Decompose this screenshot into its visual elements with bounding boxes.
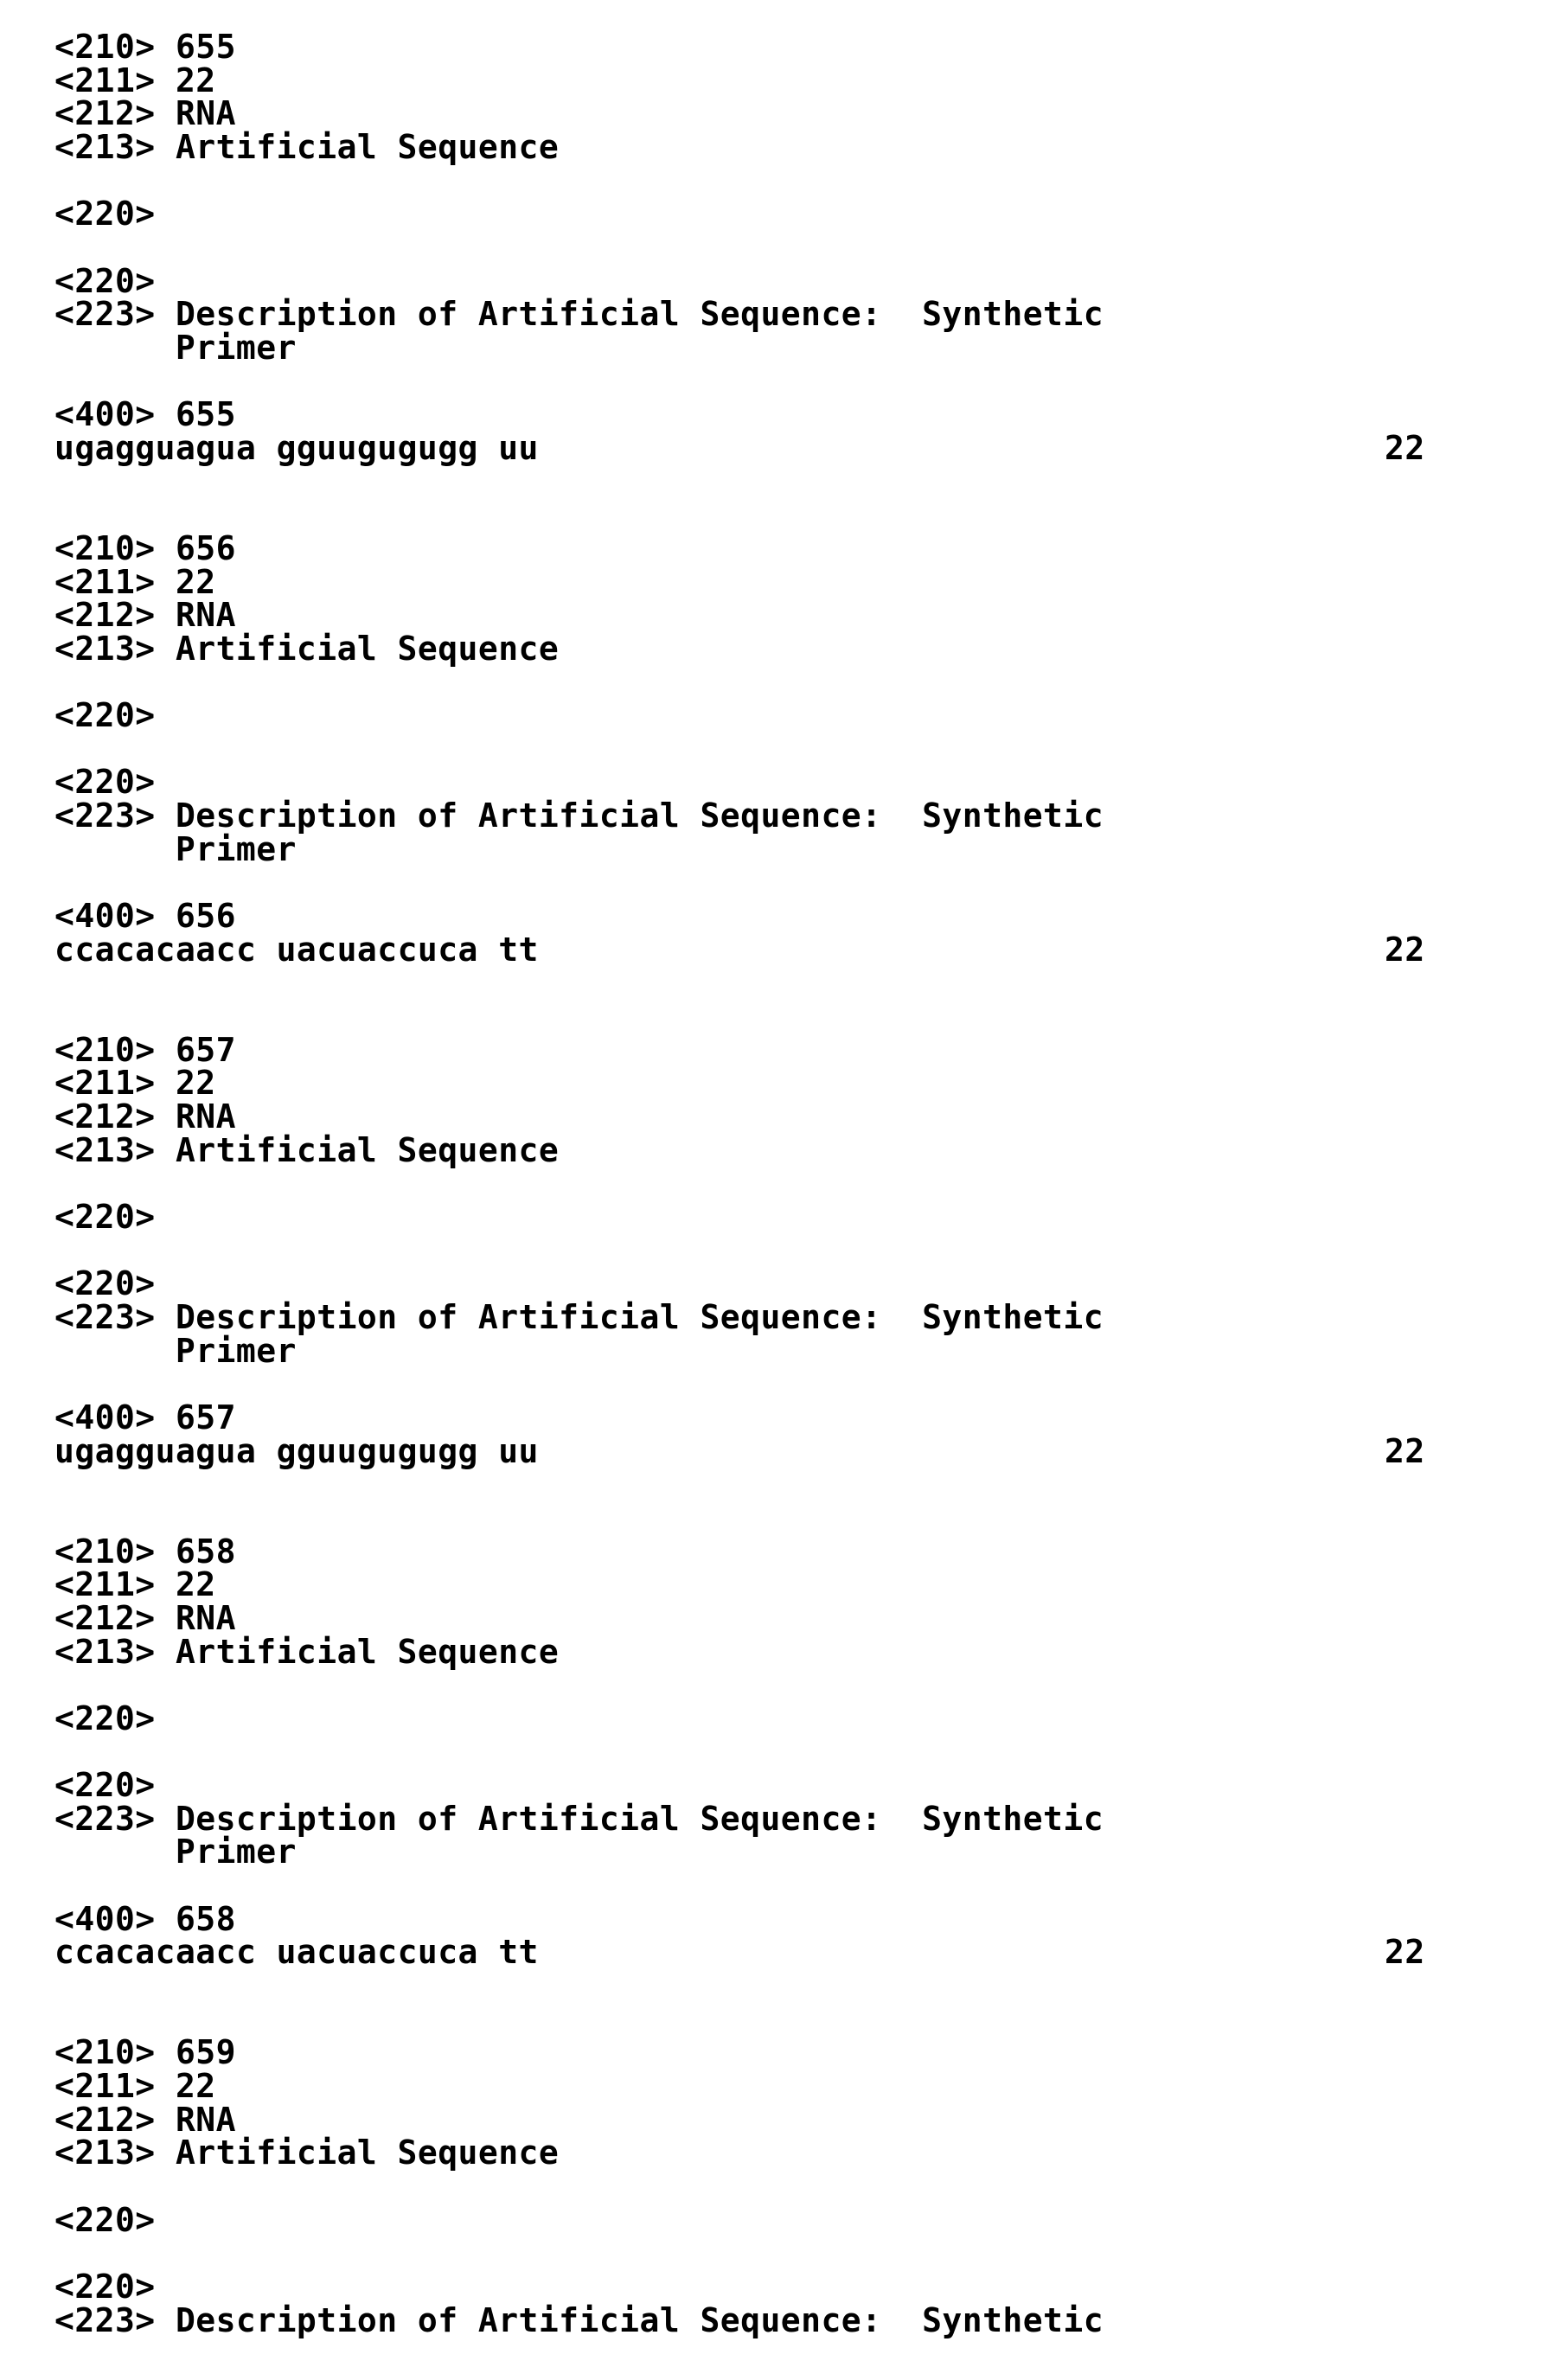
sequence-record-657 <box>54 1030 1542 1470</box>
field-400-tag: <400> <box>54 897 156 936</box>
sequence-text: ugagguagua gguugugugg uu <box>54 428 539 467</box>
sequence-text: ccacacaacc uacuaccuca tt <box>54 930 539 969</box>
field-211-line <box>54 562 1542 601</box>
field-213-line <box>54 1130 1542 1169</box>
field-213-value: Artificial Sequence <box>175 1130 560 1169</box>
field-211-tag: <211> <box>54 562 156 601</box>
field-211-line <box>54 1565 1542 1604</box>
field-212-tag: <212> <box>54 1598 156 1637</box>
field-223-continuation: Primer <box>175 829 297 868</box>
field-213-tag: <213> <box>54 629 156 668</box>
field-211-value: 22 <box>175 562 216 601</box>
field-223-continuation: Primer <box>175 1833 297 1871</box>
field-210-line <box>54 1030 1542 1069</box>
field-220-line <box>54 1264 1542 1303</box>
sequence-length-count: 22 <box>1385 1431 1425 1470</box>
field-211-value: 22 <box>175 1565 216 1604</box>
field-213-tag: <213> <box>54 1632 156 1671</box>
field-220-tag: <220> <box>54 1198 156 1236</box>
field-223-value: Description of Artificial Sequence: Synthetic <box>175 797 1104 835</box>
field-210-value: 658 <box>175 1532 236 1571</box>
field-220-tag: <220> <box>54 1699 156 1737</box>
field-220-tag: <220> <box>54 1766 156 1805</box>
field-213-tag: <213> <box>54 2134 156 2172</box>
field-212-tag: <212> <box>54 94 156 133</box>
field-213-line <box>54 2136 1542 2170</box>
field-212-value: RNA <box>175 1097 236 1136</box>
field-213-tag: <213> <box>54 127 156 166</box>
field-223-line <box>54 1799 1542 1838</box>
field-210-tag: <210> <box>54 1532 156 1571</box>
field-210-line <box>54 528 1542 567</box>
field-211-line <box>54 61 1542 99</box>
field-400-line <box>54 1899 1542 1938</box>
sequence-length-count: 22 <box>1385 1933 1425 1972</box>
field-212-line <box>54 94 1542 133</box>
sequence-line <box>54 930 1542 969</box>
field-211-value: 22 <box>175 1064 216 1103</box>
field-223-line <box>54 799 1542 833</box>
field-223-value: Description of Artificial Sequence: Synthetic <box>175 2300 1104 2339</box>
field-213-value: Artificial Sequence <box>175 629 560 668</box>
field-220-tag: <220> <box>54 2268 156 2306</box>
field-211-tag: <211> <box>54 1064 156 1103</box>
field-210-value: 657 <box>175 1030 236 1069</box>
field-212-value: RNA <box>175 2100 236 2139</box>
field-213-line <box>54 127 1542 166</box>
field-220-line <box>54 1200 1542 1234</box>
field-211-line <box>54 1064 1542 1103</box>
field-213-value: Artificial Sequence <box>175 1632 560 1671</box>
field-212-tag: <212> <box>54 2100 156 2139</box>
field-211-value: 22 <box>175 2067 216 2106</box>
field-212-value: RNA <box>175 1598 236 1637</box>
field-213-line <box>54 1632 1542 1671</box>
field-210-value: 659 <box>175 2033 236 2072</box>
field-223-tag: <223> <box>54 2300 156 2339</box>
field-212-value: RNA <box>175 596 236 635</box>
field-400-line <box>54 395 1542 434</box>
field-220-line <box>54 763 1542 802</box>
field-223-continuation-line <box>54 1331 1542 1370</box>
field-400-line <box>54 1398 1542 1436</box>
field-400-tag: <400> <box>54 1398 156 1436</box>
field-223-line <box>54 2300 1542 2339</box>
field-223-continuation-line <box>54 829 1542 868</box>
field-223-value: Description of Artificial Sequence: Synthetic <box>175 1799 1104 1838</box>
field-210-tag: <210> <box>54 28 156 66</box>
field-220-line <box>54 195 1542 234</box>
field-211-line <box>54 2067 1542 2106</box>
field-220-tag: <220> <box>54 1264 156 1303</box>
field-210-tag: <210> <box>54 528 156 567</box>
field-211-tag: <211> <box>54 2067 156 2106</box>
field-220-line <box>54 1699 1542 1737</box>
field-211-tag: <211> <box>54 1565 156 1604</box>
field-223-tag: <223> <box>54 1297 156 1336</box>
field-223-tag: <223> <box>54 295 156 334</box>
field-400-value: 658 <box>175 1899 236 1938</box>
field-223-continuation: Primer <box>175 328 297 367</box>
field-213-value: Artificial Sequence <box>175 2134 560 2172</box>
sequence-record-658 <box>54 1532 1542 1972</box>
field-220-line <box>54 696 1542 735</box>
field-211-tag: <211> <box>54 61 156 99</box>
field-400-tag: <400> <box>54 1899 156 1938</box>
field-212-line <box>54 1598 1542 1637</box>
field-220-tag: <220> <box>54 696 156 735</box>
field-220-tag: <220> <box>54 195 156 234</box>
field-400-tag: <400> <box>54 395 156 434</box>
sequence-record-656 <box>54 528 1542 969</box>
sequence-length-count: 22 <box>1385 930 1425 969</box>
field-220-line <box>54 2200 1542 2239</box>
field-220-line <box>54 261 1542 300</box>
field-220-tag: <220> <box>54 261 156 300</box>
field-400-value: 656 <box>175 897 236 936</box>
field-223-line <box>54 1297 1542 1336</box>
field-223-line <box>54 295 1542 334</box>
field-223-continuation: Primer <box>175 1331 297 1370</box>
sequence-line <box>54 1933 1542 1972</box>
field-212-value: RNA <box>175 94 236 133</box>
field-223-continuation-line <box>54 328 1542 367</box>
field-220-line <box>54 1766 1542 1805</box>
field-212-tag: <212> <box>54 1097 156 1136</box>
field-213-line <box>54 629 1542 668</box>
sequence-line <box>54 1431 1542 1470</box>
field-210-tag: <210> <box>54 2033 156 2072</box>
sequence-text: ccacacaacc uacuaccuca tt <box>54 1933 539 1972</box>
field-210-line <box>54 1532 1542 1571</box>
field-223-tag: <223> <box>54 1799 156 1838</box>
field-212-line <box>54 1097 1542 1136</box>
field-223-tag: <223> <box>54 797 156 835</box>
sequence-record-655 <box>54 30 1542 465</box>
field-212-tag: <212> <box>54 596 156 635</box>
field-400-value: 655 <box>175 395 236 434</box>
field-212-line <box>54 2100 1542 2139</box>
field-213-tag: <213> <box>54 1130 156 1169</box>
field-210-line <box>54 2033 1542 2072</box>
field-220-line <box>54 2270 1542 2304</box>
field-210-tag: <210> <box>54 1030 156 1069</box>
sequence-record-659 <box>54 2033 1542 2339</box>
field-400-value: 657 <box>175 1398 236 1436</box>
field-220-tag: <220> <box>54 2200 156 2239</box>
field-220-tag: <220> <box>54 763 156 802</box>
field-212-line <box>54 596 1542 635</box>
sequence-length-count: 22 <box>1385 428 1425 467</box>
sequence-line <box>54 428 1542 467</box>
field-400-line <box>54 897 1542 936</box>
sequence-text: ugagguagua gguugugugg uu <box>54 1431 539 1470</box>
field-211-value: 22 <box>175 61 216 99</box>
field-223-continuation-line <box>54 1835 1542 1869</box>
field-210-line <box>54 30 1542 64</box>
field-223-value: Description of Artificial Sequence: Synthetic <box>175 295 1104 334</box>
field-210-value: 656 <box>175 528 236 567</box>
field-213-value: Artificial Sequence <box>175 127 560 166</box>
field-210-value: 655 <box>175 28 236 66</box>
field-223-value: Description of Artificial Sequence: Synthetic <box>175 1297 1104 1336</box>
